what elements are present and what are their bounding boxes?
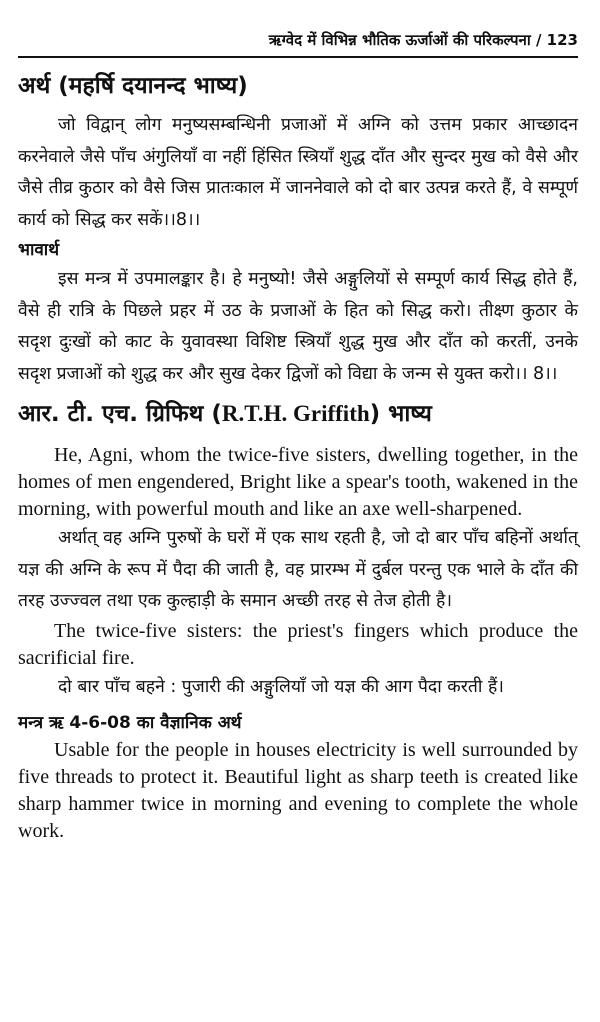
scientific-english: Usable for the people in houses electricity is well surrounded by five threads to protect it. Beautiful light as sharp teeth is created like sharp hammer twice in morning and evening to complete the whole work. — [18, 739, 578, 842]
griffith-heading-latin: R.T.H. Griffith — [221, 401, 370, 426]
griffith-hindi-1: अर्थात् वह अग्नि पुरुषों के घरों में एक साथ रहती है, जो दो बार पाँच बहिनों अर्थात् यज्ञ की अग्नि के रूप में पैदा की जाती है, वह प्रारम्भ में दुर्बल परन्तु एक भाले के दाँत की तरह उज्ज्वल तथा एक कुल्हाड़ी के समान अच्छी तरह से तेज होती है। — [18, 528, 578, 611]
section-heading-scientific: मन्त्र ऋ 4-6-08 का वैज्ञानिक अर्थ — [18, 713, 242, 733]
header-rule — [18, 56, 578, 58]
section-heading-griffith — [18, 396, 578, 432]
meaning-paragraph: जो विद्वान् लोग मनुष्यसम्बन्धिनी प्रजाओं में अग्नि को उत्तम प्रकार आच्छादन करनेवाले जैसे पाँच अंगुलियाँ वा नहीं हिंसित स्त्रियाँ शुद्ध दाँत और सुन्दर मुख को वैसे और जैसे तीव्र कुठार को वैसे जिस प्रातःकाल में जाननेवाले को दो बार उत्पन्न करते हैं, वे सम्पूर्ण कार्य को सिद्ध कर सकें।।8।। — [18, 115, 578, 230]
running-header: ऋग्वेद में विभिन्न भौतिक ऊर्जाओं की परिकल्पना / 123 — [268, 31, 578, 49]
griffith-english-2: The twice-five sisters: the priest's fingers which produce the sacrificial fire. — [18, 619, 578, 669]
griffith-heading-suffix: ) भाष्य — [369, 401, 432, 427]
section-heading-meaning: अर्थ (महर्षि दयानन्द भाष्य) — [18, 73, 248, 99]
griffith-english-1: He, Agni, whom the twice-five sisters, dwelling together, in the homes of men engendered, Bright like a spear's tooth, wakened in the morning, with powerful mouth and like an axe well-sharpened. — [18, 444, 578, 520]
griffith-heading-prefix: आर. टी. एच. ग्रिफिथ ( — [18, 401, 222, 427]
page-content — [18, 68, 578, 845]
griffith-hindi-2: दो बार पाँच बहने : पुजारी की अङ्गुलियाँ जो यज्ञ की आग पैदा करती हैं। — [58, 676, 504, 697]
bhavarth-paragraph: इस मन्त्र में उपमालङ्कार है। हे मनुष्यो! जैसे अङ्गुलियों से सम्पूर्ण कार्य सिद्ध होते हैं, वैसे ही रात्रि के पिछले प्रहर में उठ के प्रजाओं के हित को सिद्ध करो। तीक्ष्ण कुठार के सदृश दुःखों को काट के युवावस्था विशिष्ट स्त्रियाँ शुद्ध मुख और दाँत को करतीं, उनके सदृश प्रजाओं को शुद्ध कर और सुख देकर द्विजों को विद्या के जन्म से युक्त करो।। 8।। — [18, 269, 578, 384]
section-heading-bhavarth: भावार्थ — [18, 240, 60, 260]
